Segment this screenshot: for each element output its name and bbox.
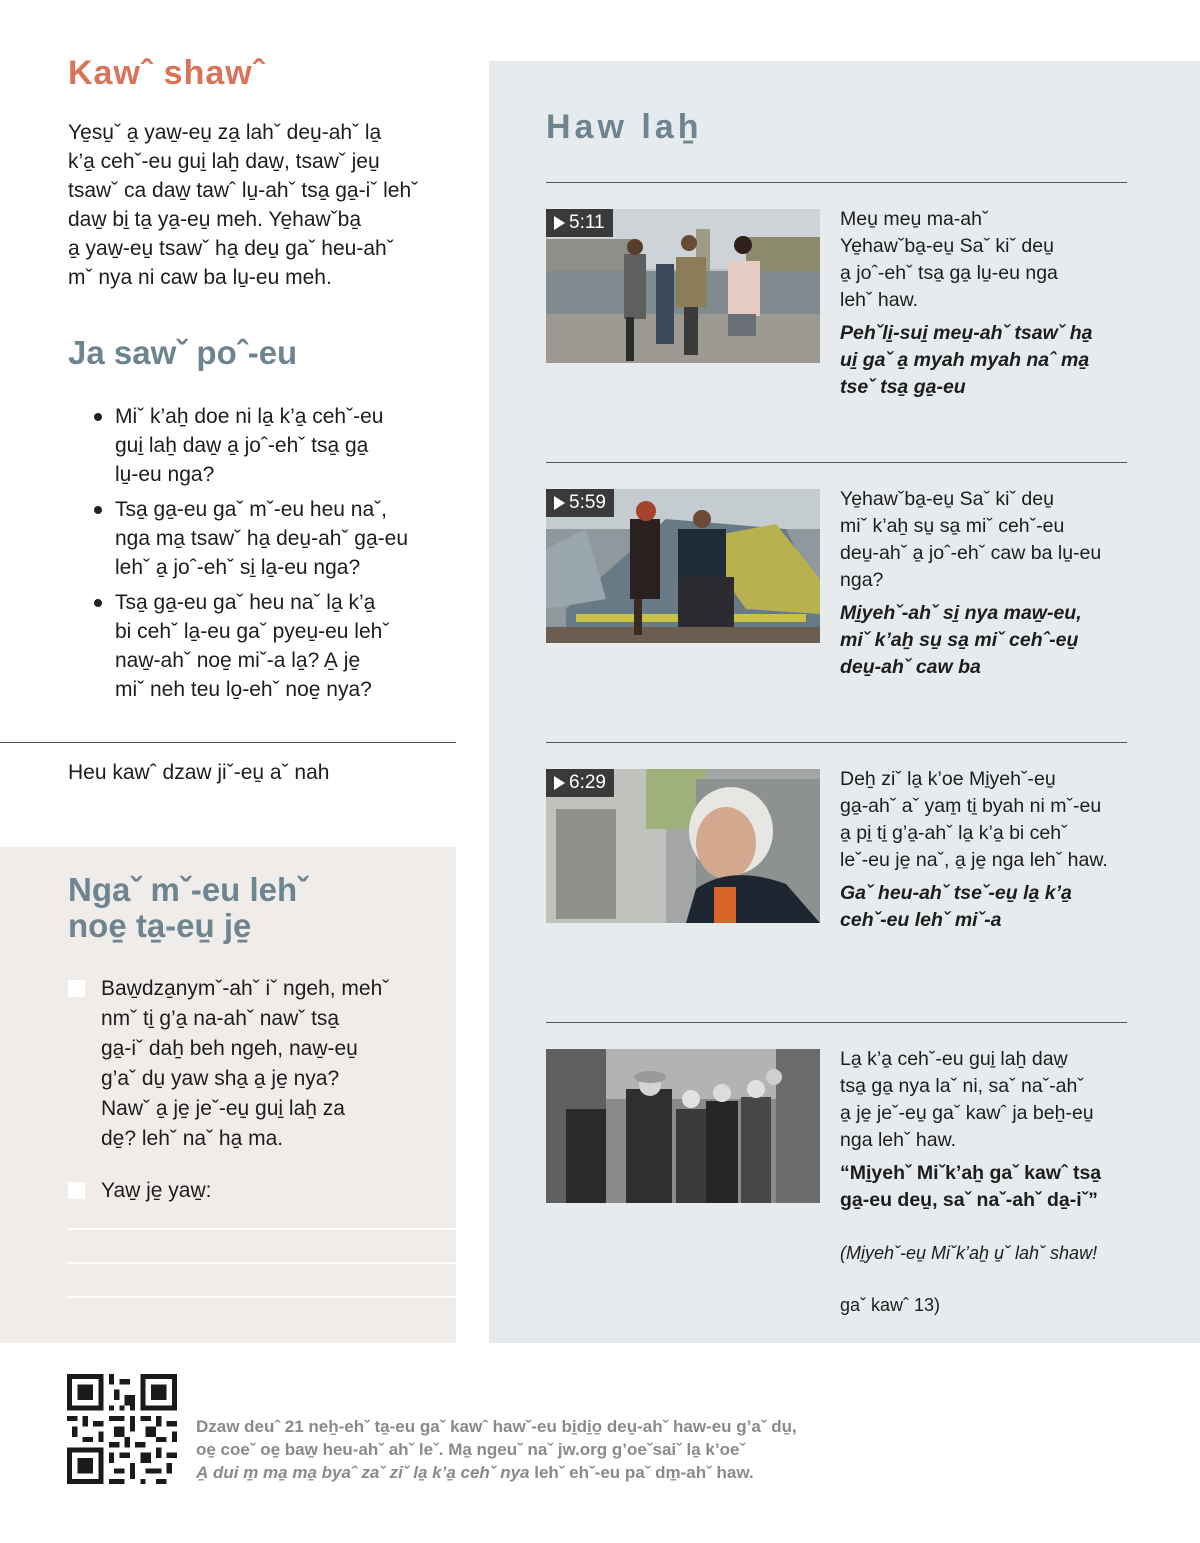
video-4-image xyxy=(546,1049,820,1203)
divider xyxy=(546,182,1127,183)
footer-text xyxy=(196,1415,876,1484)
writing-line[interactable] xyxy=(68,1228,456,1230)
video-reference xyxy=(840,1214,1130,1318)
goal-checkbox[interactable] xyxy=(68,980,85,997)
video-duration: 6:29 xyxy=(569,772,606,793)
review-item: Tsa̱ ga̱-eu gaˇ heu naˇ la̱ k’a̱ bi cehˇ la̱-eu gaˇ pyeu̱-eu lehˇ naw̱-ahˇ noe̱ miˇ-a la̱? A̱ je̱ miˇ neh teu lo̱-ehˇ noe̱ nya? xyxy=(94,588,458,704)
video-quote: “Mi̱yehˇ Miˇk’aẖ gaˇ kawˆ tsa̱ ga̱-eu deu̱, saˇ naˇ-ahˇ da̱-iˇ” xyxy=(840,1162,1102,1211)
review-heading: Ja sawˇ poˆ-eu xyxy=(68,334,298,371)
play-icon xyxy=(554,216,565,230)
goal-text: Yaw̱ je̱ yaw̱: xyxy=(101,1179,212,1202)
video-thumbnail[interactable] xyxy=(546,1049,820,1203)
divider xyxy=(546,742,1127,743)
footer-line xyxy=(196,1461,876,1484)
video-duration: 5:11 xyxy=(569,212,605,233)
video-description: Meu̱ meu̱ ma-ahˇ Ye̱hawˇba̱-eu̱ Saˇ kiˇ deu̱ a̱ joˆ-ehˇ tsa̱ ga̱ lu̱-eu nga lehˇ haw. xyxy=(840,208,1058,311)
divider xyxy=(546,462,1127,463)
summary-body: Ye̱su̱ˇ a̱ yaw̱-eu̱ za̱ lahˇ deu̱-ahˇ la̱ k’a̱ cehˇ-eu gui̱ laẖ daw̱, tsawˇ jeu̱ tsawˇ ca daw̱ tawˆ lu̱-ahˇ tsa̱ ga̱-iˇ lehˇ daw̱ bi̱ ta̱ ya̱-eu̱ meh. Ye̱hawˇba̱ a̱ yaw̱-eu̱ tsawˇ ha̱ deu̱ gaˇ heu-ahˇ mˇ nya ni caw ba lu̱-eu meh. xyxy=(68,121,419,289)
video-question: Mi̱yehˇ-ahˇ si̱ nya maw̱-eu, miˇ k’aẖ su̱ sa̱ miˇ cehˆ-eu̱ deu̱-ahˇ caw ba xyxy=(840,602,1082,678)
video-thumbnail[interactable] xyxy=(546,209,820,363)
play-icon xyxy=(554,776,565,790)
reference-title: (Mi̱yehˇ-eu̱ Miˇk’aẖ u̱ˇ lahˇ shaw! xyxy=(840,1243,1098,1263)
video-text xyxy=(840,766,1130,934)
writing-line[interactable] xyxy=(68,1296,456,1298)
goals-heading: Ngaˇ mˇ-eu lehˇ noe̱ ta̱-eu̱ je̱ xyxy=(68,871,309,944)
writing-line[interactable] xyxy=(68,1262,456,1264)
footer-line: Dzaw deuˆ 21 neẖ-ehˇ ta̱-eu gaˇ kawˆ hawˇ-eu bi̱di̱o̱ deu̱-ahˇ haw-eu g’aˇ du̱, xyxy=(196,1417,797,1436)
goal-item xyxy=(68,1176,428,1210)
summary-heading: Kawˆ shawˆ xyxy=(68,54,266,92)
review-list xyxy=(94,402,458,710)
extra-note: Heu kawˆ dzaw jiˇ-eu̱ aˇ nah xyxy=(68,761,330,784)
reference-tail: gaˇ kawˆ 13) xyxy=(840,1295,941,1315)
goal-checkbox[interactable] xyxy=(68,1182,85,1199)
video-text xyxy=(840,1046,1130,1318)
duration-badge xyxy=(546,489,614,517)
divider xyxy=(546,1022,1127,1023)
footer-tail: lehˇ ehˇ-eu paˇ dm̱-ahˇ haw. xyxy=(529,1463,754,1482)
goal-item xyxy=(68,974,428,1164)
video-description: Ye̱hawˇba̱-eu̱ Saˇ kiˇ deu̱ miˇ k’aẖ su̱ sa̱ miˇ cehˇ-eu deu̱-ahˇ a̱ joˆ-ehˇ caw ba lu̱-eu nga? xyxy=(840,488,1102,591)
review-item: Tsa̱ ga̱-eu gaˇ mˇ-eu heu naˇ, nga ma̱ tsawˇ ha̱ deu̱-ahˇ ga̱-eu lehˇ a̱ joˆ-ehˇ si̱ la̱-eu nga? xyxy=(94,495,458,582)
video-question: Pehˇli̱-sui̱ meu̱-ahˇ tsawˇ ha̱ ui̱ gaˇ a̱ myah myah naˆ ma̱ tseˇ tsa̱ ga̱-eu xyxy=(840,322,1093,398)
footer-italic: A̱ dui m̱ ma̱ ma̱ byaˆ zaˇ ziˇ la̱ k’a̱ cehˇ nya xyxy=(196,1463,530,1482)
video-description: Deẖ ziˇ la̱ k’oe Mi̱yehˇ-eu̱ ga̱-ahˇ aˇ yam̱ ti̱ byah ni mˇ-eu a̱ pi̱ ti̱ g’a̱-ahˇ la̱ k’a̱ bi cehˇ leˇ-eu je̱ naˇ, a̱ je̱ nga lehˇ haw. xyxy=(840,768,1108,871)
video-thumbnail[interactable] xyxy=(546,489,820,643)
footer-line: oe̱ coeˇ oe̱ baw̱ heu-ahˇ ahˇ leˇ. Ma̱ ngeuˇ naˇ jw.org g’oeˇsaiˇ la̱ k’oeˇ xyxy=(196,1440,746,1459)
qr-code-icon[interactable] xyxy=(67,1374,177,1484)
divider xyxy=(0,742,456,743)
play-icon xyxy=(554,496,565,510)
video-thumbnail[interactable] xyxy=(546,769,820,923)
goal-text: Baw̱dza̱nymˇ-ahˇ iˇ ngeh, mehˇ nmˇ ti̱ g’a̱ na-ahˇ nawˇ tsa̱ ga̱-iˇ daẖ beh ngeh, naw̱-eu̱ g’aˇ du̱ yaw sha̱ a̱ je̱ nya? Nawˇ a̱ je̱ jeˇ-eu̱ gui̱ laẖ za de̱? lehˇ naˇ ha̱ ma. xyxy=(101,977,390,1150)
video-question: Gaˇ heu-ahˇ tseˇ-eu̱ la̱ k’a̱ cehˇ-eu lehˇ miˇ-a xyxy=(840,882,1072,931)
video-text xyxy=(840,486,1130,681)
video-description: La̱ k’a̱ cehˇ-eu gui̱ laẖ daw̱ tsa̱ ga̱ nya laˇ ni, saˇ naˇ-ahˇ a̱ je̱ jeˇ-eu̱ gaˇ kawˆ ja beẖ-eu̱ nga lehˇ haw. xyxy=(840,1048,1094,1151)
video-duration: 5:59 xyxy=(569,492,606,513)
video-text xyxy=(840,206,1130,401)
review-item: Miˇ k’aẖ doe ni la̱ k’a̱ cehˇ-eu gui̱ laẖ daw̱ a̱ joˆ-ehˇ tsa̱ ga̱ lu̱-eu nga? xyxy=(94,402,458,489)
videos-heading: Haw laẖ xyxy=(546,108,703,146)
duration-badge xyxy=(546,209,613,237)
duration-badge xyxy=(546,769,614,797)
